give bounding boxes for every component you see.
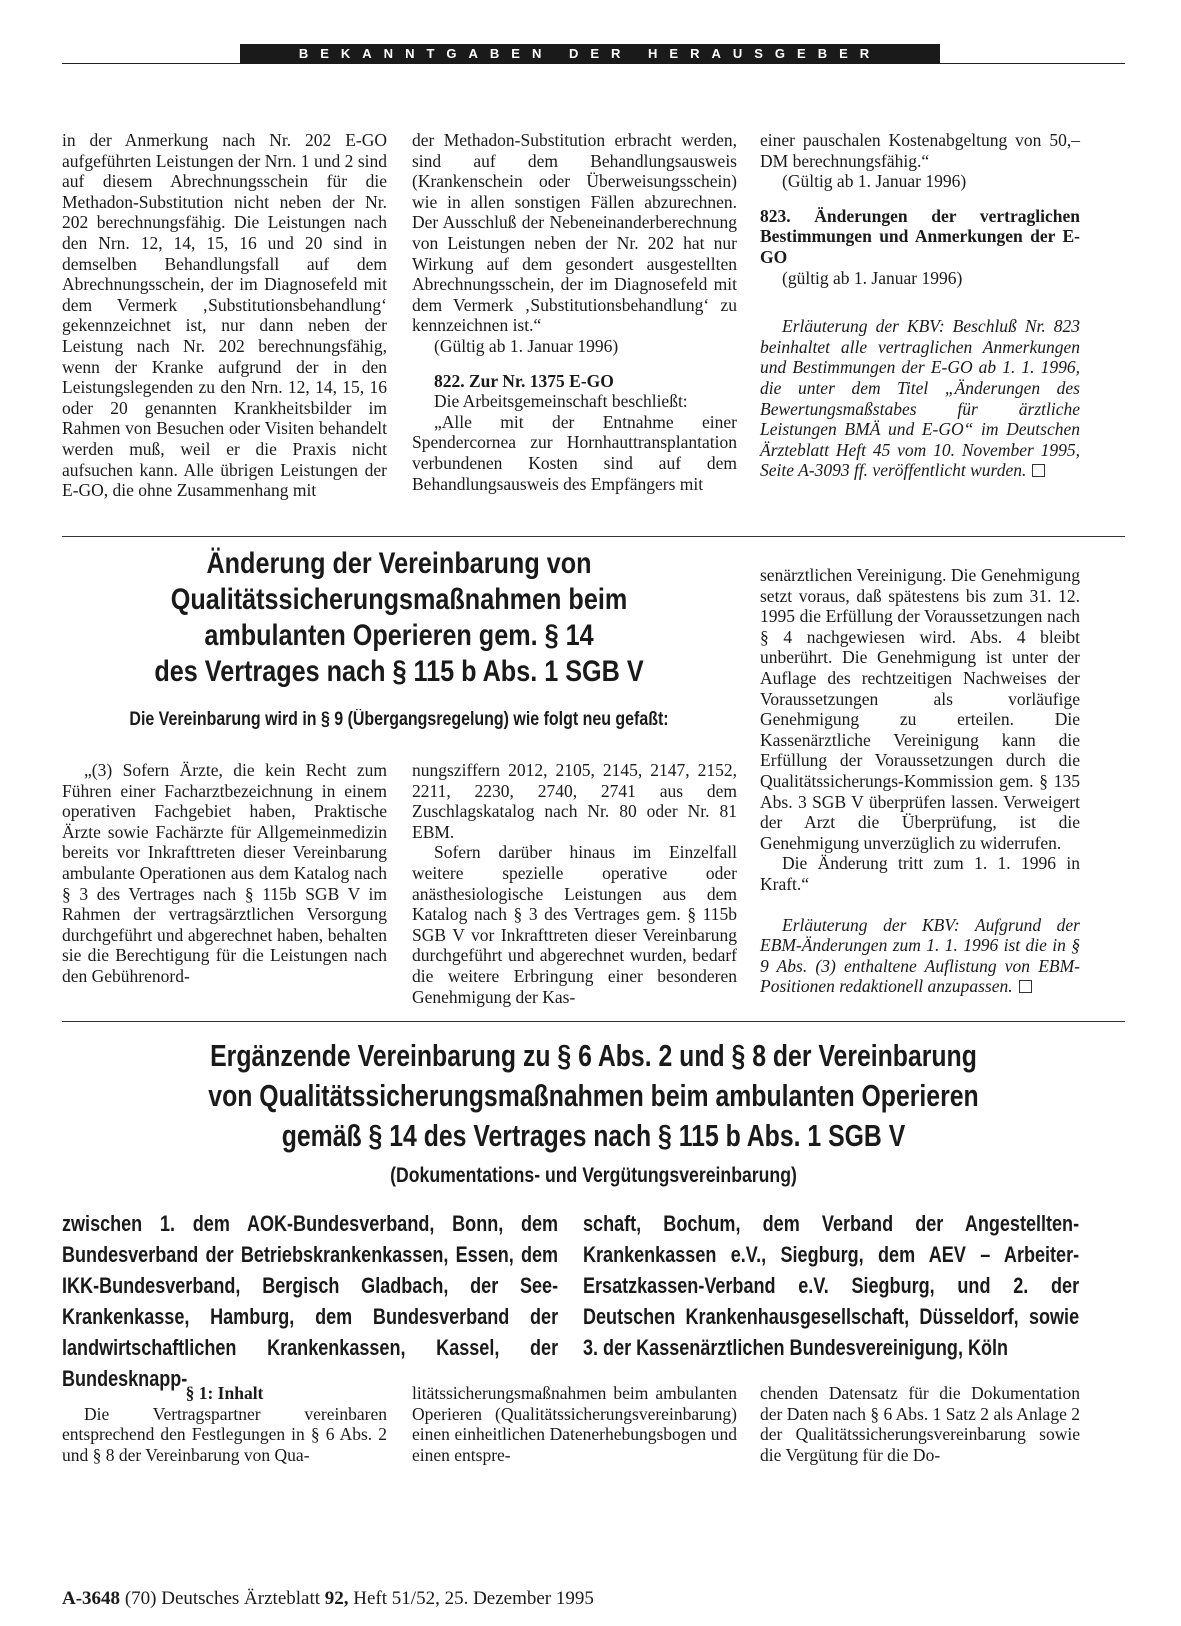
article2-subtitle: Die Vereinbarung wird in § 9 (Übergangsregelung) wie folgt neu gefaßt: [129,709,669,730]
paragraph: Die Arbeitsgemeinschaft beschließt: [434,391,688,412]
article2-column-1 [62,760,387,987]
parties-left: zwischen 1. dem AOK-Bundesverband, Bonn, dem Bundesverband der Betriebskrankenkassen, Essen, dem IKK-Bundesverband, Bergisch Gladbach, der See-Krankenkasse, Hamburg, dem Bundesverband der landwirtschaftlichen Krankenkassen, Kassel, der Bundesknapp- [62,1211,559,1391]
paragraph: Die Vertragspartner vereinbaren entsprechend den Festlegungen in § 6 Abs. 2 und § 8 der Vereinbarung von Qua- [62,1403,387,1465]
title-line: von Qualitätssicherungsmaßnahmen beim ambulanten Operieren [208,1078,979,1113]
top-column-3 [760,130,1080,481]
article3-column-2 [412,1383,737,1465]
article3-subtitle: (Dokumentations- und Vergütungsvereinbarung) [390,1164,797,1187]
top-column-2 [412,130,737,494]
decision-822-heading: 822. Zur Nr. 1375 E-GO [434,370,614,391]
validity-note: (gültig ab 1. Januar 1996) [782,267,963,288]
paragraph: litätssicherungsmaßnahmen beim ambulanten Operieren (Qualitätssicherungsvereinbarung) einen einheitlichen Datenerhebungsbogen und einen entspre- [412,1383,737,1465]
paragraph: chenden Datensatz für die Dokumentation der Daten nach § 6 Abs. 1 Satz 2 als Anlage 2 der Qualitätssicherungsvereinbarung sowie die Vergütung für die Do- [760,1383,1080,1465]
decision-823-heading: 823. Änderungen der vertraglichen Bestimmungen und Anmerkungen der E-GO [760,205,1080,267]
section-header: BEKANNTGABEN DER HERAUSGEBER [240,44,940,64]
page-number: A-3648 [62,1588,121,1609]
paragraph: „Alle mit der Entnahme einer Spendercornea zur Hornhauttransplantation verbundenen Kosten sind auf dem Behandlungsausweis des Empfängers mit [412,411,737,494]
title-line: Qualitätssicherungsmaßnahmen beim [170,583,628,616]
title-line: des Vertrages nach § 115 b Abs. 1 SGB V [154,655,644,688]
paragraph: senärztlichen Vereinigung. Die Genehmigung setzt voraus, daß spätestens bis zum 31. 12. 1995 die Erfüllung der Voraussetzungen nach § 4 nachgewiesen wird. Abs. 4 bleibt unberührt. Die Genehmigung ist unter der Auflage des rechtzeitigen Nachweises der Voraussetzungen als vorläufige Genehmigung zu erteilen. Die Kassenärztliche Vereinigung kann die Erfüllung der Voraussetzungen durch die Qualitätssicherungs-Kommission gem. § 135 Abs. 3 SGB V überprüfen lassen. Verweigert der Arzt die Überprüfung, ist die Genehmigung unverzüglich zu widerrufen. [760,565,1080,853]
paragraph: in der Anmerkung nach Nr. 202 E-GO aufgeführten Leistungen der Nrn. 1 und 2 sind auf diesem Abrechnungsschein für die Methadon-Substitution nicht neben der Nr. 202 berechnungsfähig. Die Leistungen nach den Nrn. 12, 14, 15, 16 und 20 sind in demselben Behandlungsfall auf dem Abrechnungsschein, der im Diagnosefeld mit dem Vermerk ‚Substitutionsbehandlung‘ gekennzeichnet ist, nur dann neben der Leistung nach Nr. 202 berechnungsfähig, wenn der Kranke aufgrund der in den Leistungslegenden zu den Nrn. 12, 14, 15, 16 oder 20 genannten Krankheitsbilder im Rahmen von Besuchen oder Visiten behandelt werden muß, weil er die Praxis nicht aufsuchen kann. Alle übrigen Leistungen der E-GO, die ohne Zusammenhang mit [62,130,387,501]
kbv-explanation: Erläuterung der KBV: Beschluß Nr. 823 beinhaltet alle vertraglichen Anmerkungen und Bestimmungen der E-GO ab 1. 1. 1996, die unter dem Titel „Änderungen des Bewertungsmaßstabes für ärztliche Leistungen BMÄ und E-GO“ im Deutschen Ärzteblatt Heft 45 vom 10. November 1995, Seite A-3093 ff. veröffentlicht wurden. [760,316,1080,481]
article3-column-1 [62,1383,387,1465]
validity-note: (Gültig ab 1. Januar 1996) [434,335,619,356]
section-heading: § 1: Inhalt [185,1383,264,1403]
article2-column-3 [760,565,1080,997]
validity-note: (Gültig ab 1. Januar 1996) [782,171,967,192]
end-mark-icon [1032,464,1045,477]
article3-title [168,1036,1018,1156]
top-column-1 [62,130,387,501]
paragraph: Sofern darüber hinaus im Einzelfall weitere spezielle operative oder anästhesiologische Leistungen aus dem Katalog nach § 3 des Vertrages gem. § 115b SGB V vor Inkrafttreten dieser Vereinbarung durchgeführt und abgerechnet wurden, bedarf die weitere Erbringung einer besonderen Genehmigung der Kas- [412,842,737,1007]
divider [62,1021,1125,1022]
journal-reference: (70) Deutsches Ärzteblatt [124,1588,321,1609]
paragraph: „(3) Sofern Ärzte, die kein Recht zum Führen einer Facharztbezeichnung in einem operativen Fachgebiet haben, Praktische Ärzte sowie Fachärzte für Allgemeinmedizin bereits vor Inkrafttreten dieser Vereinbarung ambulante Operationen aus dem Katalog nach § 3 des Vertrages nach § 115b SGB V im Rahmen der vertragsärztlichen Versorgung durchgeführt und abgerechnet haben, behalten sie die Berechtigung für die Leistungen nach den Gebührenord- [62,760,387,986]
paragraph: nungsziffern 2012, 2105, 2145, 2147, 2152, 2211, 2230, 2740, 2741 aus dem Zuschlagskatalog nach Nr. 80 oder Nr. 81 EBM. [412,760,737,842]
title-line: Änderung der Vereinbarung von [206,547,592,580]
paragraph: einer pauschalen Kostenabgeltung von 50,– DM berechnungsfähig.“ [760,130,1080,171]
issue-date: Heft 51/52, 25. Dezember 1995 [353,1588,594,1609]
title-line: ambulanten Operieren gem. § 14 [204,619,594,652]
title-line: gemäß § 14 des Vertrages nach § 115 b Abs. 1 SGB V [281,1118,906,1153]
paragraph: der Methadon-Substitution erbracht werden, sind auf dem Behandlungsausweis (Krankenschein oder Überweisungsschein) wie in allen sonstigen Fällen abzurechnen. Der Ausschluß der Nebeneinanderberechnung von Leistungen neben der Nr. 202 hat nur Wirkung auf dem gesondert ausgestellten Abrechnungsschein, der im Diagnosefeld mit dem Vermerk ‚Substitutionsbehandlung‘ zu kennzeichnen ist.“ [412,130,737,336]
page-footer [62,1588,594,1610]
end-mark-icon [1019,980,1032,993]
title-line: Ergänzende Vereinbarung zu § 6 Abs. 2 und § 8 der Vereinbarung [210,1038,977,1073]
paragraph: Die Änderung tritt zum 1. 1. 1996 in Kraft.“ [760,853,1080,894]
article2-column-2 [412,760,737,1007]
volume-number: 92, [324,1588,349,1609]
parties-right: schaft, Bochum, dem Verband der Angestellten-Krankenkassen e.V., Siegburg, dem AEV – Arbeiter-Ersatzkassen-Verband e.V. Siegburg, und 2. der Deutschen Krankenhausgesellschaft, Düsseldorf, sowie 3. der Kassenärztlichen Bundesvereinigung, Köln [583,1211,1080,1360]
article3-column-3 [760,1383,1080,1465]
article2-title [116,546,682,690]
kbv-explanation: Erläuterung der KBV: Aufgrund der EBM-Änderungen zum 1. 1. 1996 ist die in § 9 Abs. (3) enthaltene Auflistung von EBM-Positionen redaktionell anzupassen. [760,914,1080,997]
divider [62,536,1125,537]
